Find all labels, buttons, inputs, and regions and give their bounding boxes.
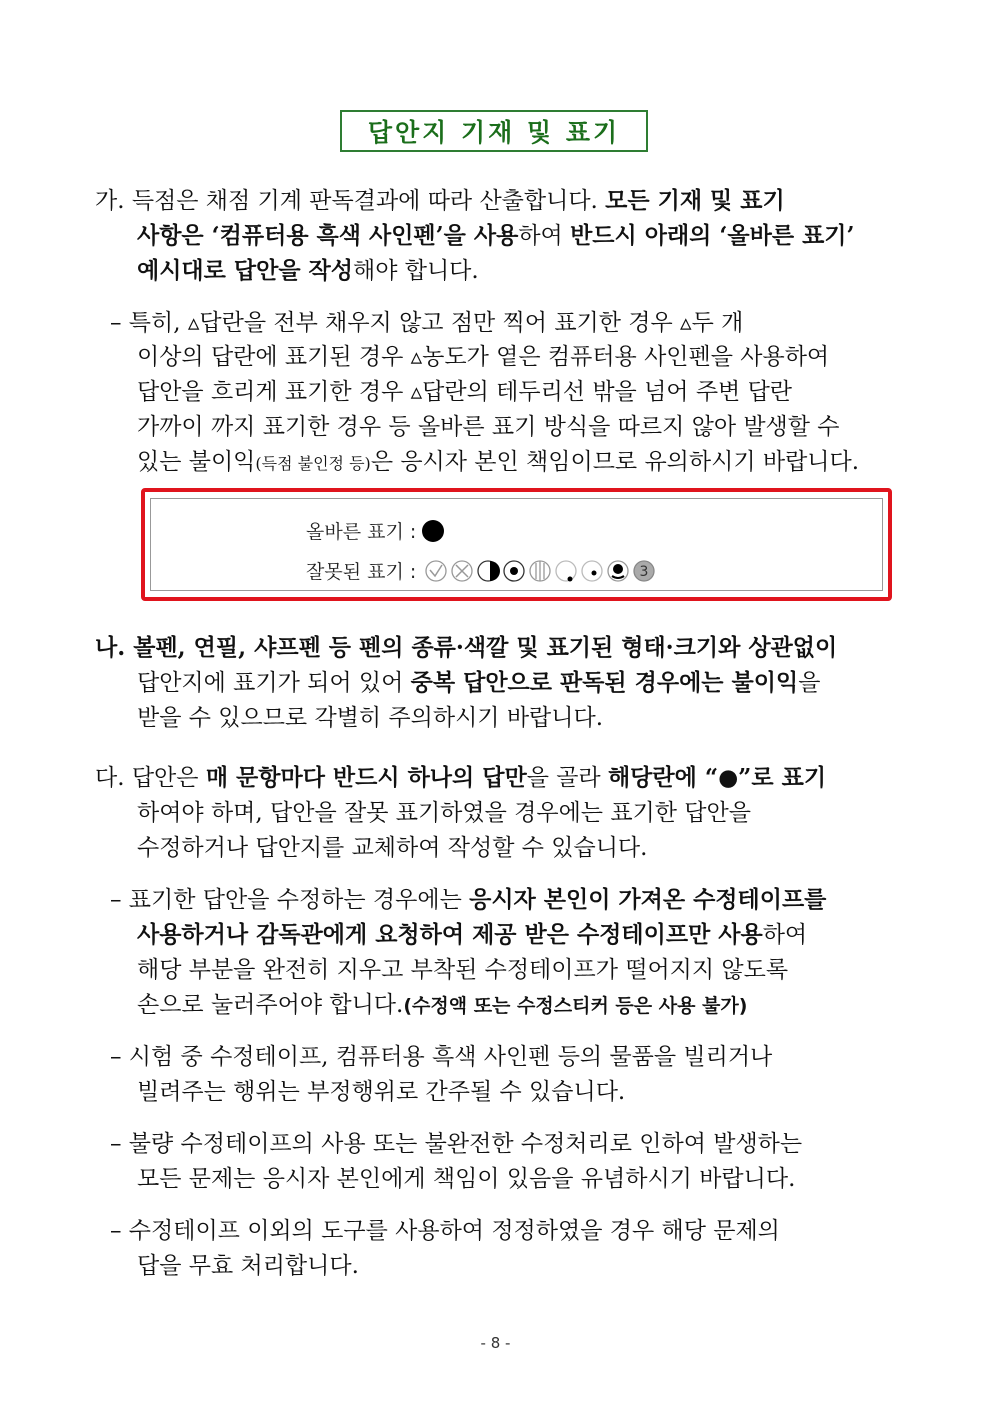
small-dot-circle-icon — [582, 561, 602, 581]
da-text: 하여 — [762, 922, 808, 948]
partial-fill-circle-icon — [608, 561, 628, 581]
da-text: 을 골라 — [526, 765, 608, 791]
ga-text: 있는 불이익 — [137, 449, 256, 475]
svg-text:3: 3 — [639, 563, 649, 580]
ga-sub-line-5 — [137, 447, 859, 479]
marking-example-box — [141, 488, 892, 601]
marking-example-inner — [150, 498, 883, 591]
ga-text: 해야 합니다. — [352, 258, 479, 284]
na-line-1: 나. 볼펜, 연필, 샤프펜 등 펜의 종류·색깔 및 표기된 형태·크기와 상관없이 — [95, 634, 838, 661]
ga-sub-line-4: 가까이 까지 표기한 경우 등 올바른 표기 방식을 따르지 않아 발생할 수 — [137, 414, 840, 440]
da-bold: 응시자 본인이 가져온 수정테이프를 — [469, 886, 827, 913]
da-bold: 해당란에 “●”로 표기 — [607, 764, 827, 791]
ga-bold: 사항은 ‘컴퓨터용 흑색 사인펜’을 사용 — [137, 222, 519, 249]
bottom-dot-circle-icon — [556, 561, 576, 582]
ga-sub-line-2: 이상의 답란에 표기된 경우 ▵농도가 옅은 컴퓨터용 사인펜을 사용하여 — [137, 344, 830, 370]
da-sub4-line-1: – 수정테이프 이외의 도구를 사용하여 정정하였을 경우 해당 문제의 — [110, 1218, 780, 1244]
da-sub3-line-2: 모든 문제는 응시자 본인에게 책임이 있음을 유념하시기 바랍니다. — [137, 1166, 796, 1192]
ga-bold: 모든 기재 및 표기 — [605, 187, 785, 214]
ga-line-1 — [95, 186, 785, 216]
da-sub1-line-1 — [110, 885, 826, 915]
ga-sub-line-1: – 특히, ▵답란을 전부 채우지 않고 점만 찍어 표기한 경우 ▵두 개 — [110, 310, 744, 336]
na-text: 답안지에 표기가 되어 있어 — [137, 670, 411, 696]
na-line-2 — [137, 668, 820, 698]
correct-mark-label: 올바른 표기 : — [306, 521, 417, 543]
da-bold: 매 문항마다 반드시 하나의 답만 — [205, 764, 527, 791]
numbered-circle-icon — [634, 561, 654, 581]
da-text: 다. 답안은 — [95, 765, 206, 791]
da-line-3: 수정하거나 답안지를 교체하여 작성할 수 있습니다. — [137, 835, 648, 861]
ga-bold: 반드시 아래의 ‘올바른 표기’ — [570, 222, 855, 249]
wrong-mark-label: 잘못된 표기 : — [306, 561, 417, 583]
da-sub3-line-1: – 불량 수정테이프의 사용 또는 불완전한 수정처리로 인하여 발생하는 — [110, 1131, 803, 1157]
page-number: - 8 - — [480, 1334, 511, 1352]
ga-text: 가. 득점은 채점 기계 판독결과에 따라 산출합니다. — [95, 188, 606, 214]
ga-text: 은 응시자 본인 책임이므로 유의하시기 바랍니다. — [370, 449, 860, 475]
na-text: 을 — [798, 670, 821, 696]
x-circle-icon — [452, 561, 472, 581]
da-text: 손으로 눌러주어야 합니다. — [137, 992, 404, 1018]
da-sub2-line-1: – 시험 중 수정테이프, 컴퓨터용 흑색 사인펜 등의 물품을 빌리거나 — [110, 1044, 773, 1070]
section-title: 답안지 기재 및 표기 — [367, 118, 621, 147]
da-sub1-line-3: 해당 부분을 완전히 지우고 부착된 수정테이프가 떨어지지 않도록 — [137, 957, 789, 983]
section-title-box — [340, 110, 648, 152]
striped-circle-icon — [530, 561, 550, 581]
ga-text: 하여 — [518, 223, 571, 249]
da-text: – 표기한 답안을 수정하는 경우에는 — [110, 887, 470, 913]
ga-sub-line-3: 답안을 흐리게 표기한 경우 ▵답란의 테두리선 밖을 넘어 주변 답란 — [137, 379, 793, 405]
da-line-2: 하여야 하며, 답안을 잘못 표기하였을 경우에는 표기한 답안을 — [137, 800, 751, 826]
da-sub1-line-2 — [137, 920, 807, 950]
half-filled-circle-icon — [478, 561, 500, 581]
ga-small-note: (득점 불인정 등) — [255, 454, 371, 473]
wrong-marks-icons — [420, 558, 680, 584]
wrong-mark-row — [306, 557, 680, 584]
ga-line-3 — [137, 256, 479, 286]
na-bold: 중복 답안으로 판독된 경우에는 불이익 — [410, 669, 799, 696]
check-circle-icon — [426, 561, 446, 581]
dot-circle-icon — [504, 561, 524, 581]
da-sub1-line-4 — [137, 990, 747, 1021]
da-bold: 사용하거나 감독관에게 요청하여 제공 받은 수정테이프만 사용 — [137, 921, 763, 948]
na-line-3: 받을 수 있으므로 각별히 주의하시기 바랍니다. — [137, 705, 604, 731]
ga-bold: 예시대로 답안을 작성 — [137, 257, 353, 284]
correct-mark-row — [306, 517, 446, 544]
filled-circle-icon — [420, 518, 446, 544]
ga-line-2 — [137, 221, 855, 251]
da-bold-note: (수정액 또는 수정스티커 등은 사용 불가) — [403, 995, 748, 1017]
da-sub4-line-2: 답을 무효 처리합니다. — [137, 1253, 359, 1279]
da-line-1 — [95, 763, 826, 793]
da-sub2-line-2: 빌려주는 행위는 부정행위로 간주될 수 있습니다. — [137, 1079, 626, 1105]
